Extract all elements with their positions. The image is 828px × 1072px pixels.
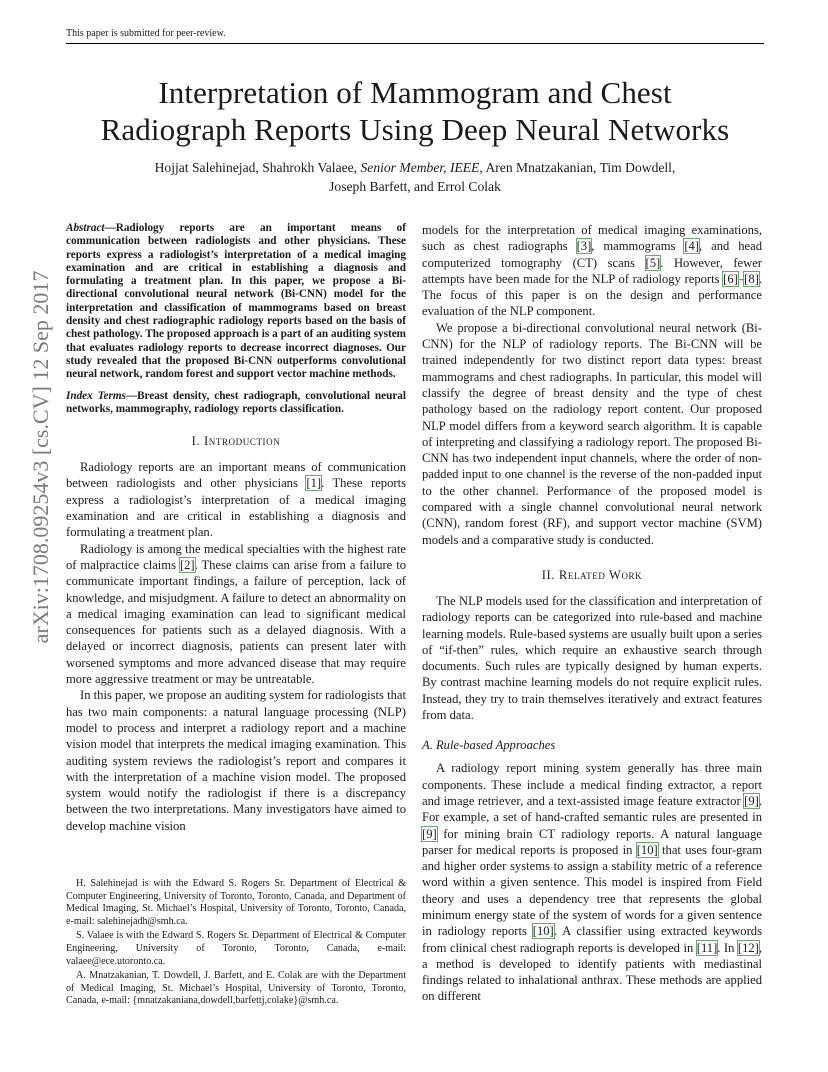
authors-membership: Senior Member, IEEE xyxy=(360,160,480,175)
text-run: models for the interpretation of medical imaging examinations, such as chest radiographs xyxy=(422,223,762,254)
intro-paragraph-2 xyxy=(66,541,406,688)
related-paragraph-1: The NLP models used for the classification and interpretation of radiology reports can be categorized into rule-based and machine learning models. Rule-based systems are usually built upon a series of “if-then” rules, which require an exhaustive search through documents. Such rules are typically designed by human experts. By contrast machine learning models do not require explicit rules. Instead, they try to train themselves iteratively and extract features from data. xyxy=(422,593,762,723)
text-run: A radiology report mining system generally has three main components. These include a medical finding extractor, a report and image retriever, and a text-assisted image feature extractor xyxy=(422,761,762,808)
paper-title xyxy=(66,74,764,148)
header-rule xyxy=(66,43,764,44)
section-title: Related Work xyxy=(558,567,643,582)
footnote-1: H. Salehinejad is with the Edward S. Rogers Sr. Department of Electrical & Computer Engineering, University of Toronto, Toronto, Canada, and Department of Medical Imaging, St. Michael’s Hospital, University of Toronto, Toronto, Canada, e-mail: salehinejadh@smh.ca. xyxy=(66,878,406,927)
section-heading-related-work xyxy=(422,568,762,583)
text-run: . However, fewer attempts have been made for the NLP of radiology reports xyxy=(422,255,762,286)
text-run: Radiology reports are an important means of communication between radiologists and other physicians xyxy=(66,460,406,491)
section-title: Introduction xyxy=(203,434,281,449)
section-number: I. xyxy=(191,434,204,449)
right-column xyxy=(422,222,762,1005)
citation-link[interactable]: [8] xyxy=(744,271,759,286)
text-run: . The focus of this paper is on the design and performance evaluation of the NLP component. xyxy=(422,271,762,319)
intro-paragraph-3: In this paper, we propose an auditing system for radiologists that has two main components: a natural language processing (NLP) model to process and interpret a radiology report and a machine vision model that interprets the medical imaging examination. This auditing system reviews the radiologist’s report and compares it with the interpretation of a machine vision model. The proposed system would notify the radiologist if there is a discrepancy between the two interpretations. Many investigators have aimed to develop machine vision xyxy=(66,688,406,833)
citation-link[interactable]: [6] xyxy=(723,271,738,286)
citation-link[interactable]: [10] xyxy=(636,842,658,857)
text-run: . A classifier using extracted keywords from clinical chest radiograph reports is developed in xyxy=(422,924,763,955)
citation-link[interactable]: [4] xyxy=(684,239,700,254)
authors-part-1: Hojjat Salehinejad, Shahrokh Valaee, xyxy=(154,160,361,175)
text-run: . In xyxy=(717,940,738,955)
footnote-3: A. Mnatzakanian, T. Dowdell, J. Barfett, and E. Colak are with the Department of Medical Imaging, St. Michael’s Hospital, University of Toronto, Toronto, Canada, e-mail: {mnatzakaniana,dowdell,barfettj,colake}@smh.ca. xyxy=(66,970,406,1007)
intro-paragraph-1 xyxy=(66,459,406,540)
text-run: Radiology is among the medical specialties with the highest rate of malpractice claims xyxy=(66,541,406,572)
text-run: , mammograms xyxy=(591,239,685,254)
citation-link[interactable]: [9] xyxy=(422,826,437,841)
text-run: , and head computerized tomography (CT) scans xyxy=(422,239,763,270)
author-line-1 xyxy=(66,158,764,177)
related-paragraph-2 xyxy=(422,760,762,1004)
header-note: This paper is submitted for peer-review. xyxy=(66,28,226,39)
author-list xyxy=(66,158,764,196)
text-run: . These claims can arise from a failure to communicate important findings, a failure of perception, lack of knowledge, and misjudgment. A failure to detect an abnormality on a medical imaging examination can lead to significant medical consequences for patients such as a delayed diagnosis. With a delayed or incorrect diagnosis, patients can present later with worsened symptoms and more advanced disease that may require more aggressive treatment or may be untreatable. xyxy=(66,557,407,687)
authors-part-2: , Aren Mnatzakanian, Tim Dowdell, xyxy=(479,160,676,175)
citation-link[interactable]: [2] xyxy=(179,557,195,572)
abstract-lead: Abstract xyxy=(66,222,105,234)
text-run: . These reports express a radiologist’s interpretation of a medical imaging examination and are critical in establishing a diagnosis and formulating a treatment plan. xyxy=(66,476,406,540)
citation-link[interactable]: [5] xyxy=(645,255,661,270)
text-run: , a method is developed to identify patients with mediastinal findings related to inhalational anthrax. These methods are applied on different xyxy=(422,940,763,1004)
index-terms-lead: Index Terms xyxy=(66,389,126,402)
intro-paragraph-3-continued xyxy=(422,222,762,320)
subsection-heading-rule-based: A. Rule-based Approaches xyxy=(422,738,556,753)
citation-link[interactable]: [1] xyxy=(306,476,322,491)
text-run: – xyxy=(737,271,745,286)
text-run: for mining brain CT radiology reports. A natural language parser for medical reports is proposed in xyxy=(422,826,762,857)
text-run: . For example, a set of hand-crafted semantic rules are presented in xyxy=(422,793,762,825)
index-terms xyxy=(66,390,406,417)
text-run: that uses four-gram and higher order systems to assign a stability metric of a reference word within a given sentence. This model is inspired from Field theory and uses a dependency tree that represents the global minimum energy state of the system of words for a given sentence in radiology reports xyxy=(422,842,762,939)
paper-title-line-2: Radiograph Reports Using Deep Neural Networks xyxy=(100,112,730,147)
paper-title-line-1: Interpretation of Mammogram and Chest xyxy=(158,75,672,110)
left-column xyxy=(66,222,406,834)
section-heading-introduction xyxy=(66,434,406,449)
section-number: II. xyxy=(541,567,559,582)
citation-link[interactable]: [3] xyxy=(576,239,592,254)
citation-link[interactable]: [11] xyxy=(696,940,718,955)
footnote-2: S. Valaee is with the Edward S. Rogers Sr. Department of Electrical & Computer Engineering, University of Toronto, Toronto, Canada, e-mail: valaee@ece.utoronto.ca. xyxy=(66,930,406,967)
author-line-2: Joseph Barfett, and Errol Colak xyxy=(329,179,501,194)
intro-paragraph-4: We propose a bi-directional convolutional neural network (Bi-CNN) for the NLP of radiology reports. The Bi-CNN will be trained independently for two distinct report data types: breast mammograms and chest radiographs. In particular, this model will classify the degree of breast density and the type of chest pathology based on the radiology report content. Our proposed NLP model differs from a keyword search algorithm. It is capable of interpreting and classifying a radiology report. The proposed Bi-CNN has two independent input channels, where the order of non-padded input to one channel is the reverse of the non-padded input to the other channel. Performance of the proposed model is compared with a single channel convolutional neural network (CNN), random forest (RF), and support vector machine (SVM) models and a comparative study is conducted. xyxy=(422,320,762,547)
abstract-text: —Radiology reports are an important means of communication between radiologists and other physicians. These reports express a radiologist’s interpretation of a medical imaging examination and are critical in establishing a diagnosis and formulating a treatment plan. In this paper, we propose a Bi-directional convolutional neural network (Bi-CNN) model for the interpretation and classification of mammograms based on breast density and chest radiographic radiology reports based on the basis of chest pathology. The proposed approach is a part of an auditing system that evaluates radiology reports to decrease incorrect diagnoses. Our study revealed that the proposed Bi-CNN outperforms convolutional neural network, random forest and support vector machine methods. xyxy=(66,222,406,381)
citation-link[interactable]: [10] xyxy=(532,924,554,939)
citation-link[interactable]: [12] xyxy=(737,940,759,955)
index-terms-text: —Breast density, chest radiograph, convolutional neural networks, mammography, radiology reports classification. xyxy=(66,389,406,415)
citation-link[interactable]: [9] xyxy=(744,793,759,808)
footnotes xyxy=(66,878,406,1010)
abstract xyxy=(66,222,406,382)
arxiv-stamp[interactable]: arXiv:1708.09254v3 [cs.CV] 12 Sep 2017 xyxy=(28,270,53,644)
